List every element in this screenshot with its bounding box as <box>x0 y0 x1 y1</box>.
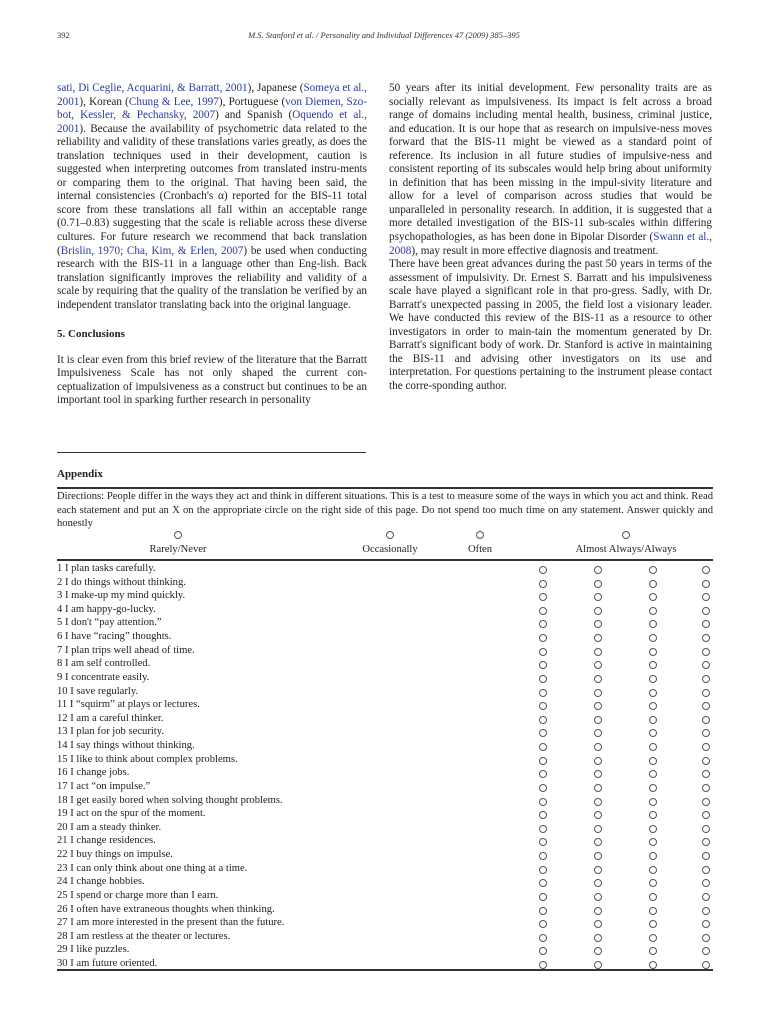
response-circle[interactable] <box>594 866 602 874</box>
response-circle[interactable] <box>649 920 657 928</box>
left-column <box>57 82 367 408</box>
response-circle[interactable] <box>594 947 602 955</box>
response-circle[interactable] <box>702 566 710 574</box>
response-circle[interactable] <box>539 743 547 751</box>
response-circle[interactable] <box>594 634 602 642</box>
questionnaire-item: 1 I plan tasks carefully. <box>57 563 156 574</box>
response-circle[interactable] <box>649 702 657 710</box>
citation-link[interactable]: Oquendo et al., 2001 <box>57 109 367 135</box>
response-circle[interactable] <box>539 607 547 615</box>
response-circle[interactable] <box>539 634 547 642</box>
response-circle[interactable] <box>649 716 657 724</box>
table-top-rule <box>57 487 713 489</box>
questionnaire-item: 29 I like puzzles. <box>57 944 130 956</box>
response-circle[interactable] <box>649 907 657 915</box>
citation-link[interactable]: Swann et al., 2008 <box>389 231 712 257</box>
questionnaire-item: 6 I have “racing” thoughts. <box>57 631 172 643</box>
response-circle[interactable] <box>702 879 710 887</box>
table-bottom-rule <box>57 969 713 971</box>
response-circle[interactable] <box>594 689 602 697</box>
response-circle[interactable] <box>539 593 547 601</box>
response-circle[interactable] <box>649 729 657 737</box>
scale-circle <box>476 531 484 542</box>
response-circle[interactable] <box>594 852 602 860</box>
response-circle[interactable] <box>594 566 602 574</box>
response-circle[interactable] <box>702 689 710 697</box>
response-circle[interactable] <box>539 620 547 628</box>
response-circle[interactable] <box>702 811 710 819</box>
response-circle[interactable] <box>702 757 710 765</box>
response-circle[interactable] <box>649 770 657 778</box>
questionnaire-item: 7 I plan trips well ahead of time. <box>57 644 195 656</box>
paragraph <box>57 82 367 312</box>
response-circle[interactable] <box>594 757 602 765</box>
citation-link[interactable]: Someya et al., 2001 <box>57 82 367 108</box>
text-segment: ). Because the availability of psychometric data related to the reliability and validity of these translations varies greatly, as does the translation techniques used in their development, caution is suggested when interpreting outcomes from translated instru-ments or comparing them to the original. That having been said, the internal consistencies (Cronbach's α) reported for the BIS-11 total score from these translations all fall within an acceptable range (0.71–0.83) suggesting that the scale is reliable across these diverse cultures. For future research we recommend that back translation ( <box>57 122 367 257</box>
response-circle[interactable] <box>594 770 602 778</box>
response-circle[interactable] <box>539 879 547 887</box>
response-circle[interactable] <box>702 961 710 969</box>
response-circle[interactable] <box>649 838 657 846</box>
response-circle[interactable] <box>649 620 657 628</box>
column-divider <box>57 452 366 453</box>
response-circle[interactable] <box>649 607 657 615</box>
citation-link[interactable]: Chung & Lee, 1997 <box>128 95 219 108</box>
response-circle[interactable] <box>702 770 710 778</box>
response-circle[interactable] <box>702 838 710 846</box>
response-circle[interactable] <box>594 920 602 928</box>
response-circle[interactable] <box>702 920 710 928</box>
section-heading: 5. Conclusions <box>57 328 125 341</box>
response-circle[interactable] <box>594 607 602 615</box>
response-circle[interactable] <box>649 784 657 792</box>
response-circle[interactable] <box>539 838 547 846</box>
questionnaire-item: 5 I don't “pay attention.” <box>57 617 162 629</box>
questionnaire-item: 25 I spend or charge more than I earn. <box>57 889 219 901</box>
response-circle[interactable] <box>702 716 710 724</box>
questionnaire-item: 28 I am restless at the theater or lectures. <box>57 930 231 942</box>
response-circle[interactable] <box>702 729 710 737</box>
response-circle[interactable] <box>594 593 602 601</box>
questionnaire-item: 26 I often have extraneous thoughts when thinking. <box>57 903 275 915</box>
response-circle[interactable] <box>649 757 657 765</box>
response-circle[interactable] <box>594 661 602 669</box>
questionnaire-item: 12 I am a careful thinker. <box>57 712 164 724</box>
citation-link[interactable]: Brislin, 1970; Cha, Kim, & Erlen, 2007 <box>60 244 244 257</box>
response-circle[interactable] <box>594 580 602 588</box>
appendix-title: Appendix <box>57 468 103 480</box>
response-circle[interactable] <box>539 907 547 915</box>
response-circle[interactable] <box>539 798 547 806</box>
questionnaire-item: 23 I can only think about one thing at a time. <box>57 862 248 874</box>
response-circle[interactable] <box>539 947 547 955</box>
scale-label: Almost Always/Always <box>575 544 677 555</box>
response-circle[interactable] <box>539 866 547 874</box>
questionnaire-item: 22 I buy things on impulse. <box>57 849 173 861</box>
response-circle[interactable] <box>649 893 657 901</box>
citation-link[interactable]: von Diemen, Szo-bot, Kessler, & Pechansky, 2007 <box>57 95 368 122</box>
questionnaire-item: 20 I am a steady thinker. <box>57 821 162 833</box>
response-circle[interactable] <box>539 825 547 833</box>
page-number: 392 <box>57 30 70 40</box>
text-segment: ), Portuguese ( <box>218 95 286 108</box>
scale-circle <box>174 531 182 542</box>
questionnaire-item: 17 I act “on impulse.” <box>57 780 151 792</box>
questionnaire-item: 18 I get easily bored when solving thought problems. <box>57 794 283 806</box>
response-circle[interactable] <box>594 620 602 628</box>
response-circle[interactable] <box>594 784 602 792</box>
text-segment: ) be used when conducting research with the BIS-11 in a language other than Eng-lish. Back translation significantly improves the reliability and validity of a scale by requiring that the quality of the translation be verified by an independent translator translating back into the original language. <box>57 244 367 311</box>
questionnaire-item: 2 I do things without thinking. <box>57 576 186 588</box>
response-circle[interactable] <box>539 689 547 697</box>
response-circle[interactable] <box>702 675 710 683</box>
response-circle[interactable] <box>594 648 602 656</box>
response-circle[interactable] <box>594 961 602 969</box>
response-circle[interactable] <box>649 798 657 806</box>
questionnaire-item: 21 I change residences. <box>57 835 156 847</box>
response-circle[interactable] <box>539 716 547 724</box>
questionnaire-item: 15 I like to think about complex problems. <box>57 753 238 765</box>
response-circle[interactable] <box>649 634 657 642</box>
text-segment: ) and Spanish ( <box>215 109 293 122</box>
questionnaire-item: 3 I make-up my mind quickly. <box>57 590 186 602</box>
response-circle[interactable] <box>594 838 602 846</box>
response-circle[interactable] <box>702 580 710 588</box>
questionnaire-item: 10 I save regularly. <box>57 685 139 697</box>
header-rule <box>57 559 713 561</box>
response-circle[interactable] <box>702 907 710 915</box>
response-circle[interactable] <box>649 743 657 751</box>
response-circle[interactable] <box>649 852 657 860</box>
response-circle[interactable] <box>649 825 657 833</box>
scale-circle <box>622 531 630 542</box>
questionnaire-item: 8 I am self controlled. <box>57 658 151 670</box>
response-circle[interactable] <box>539 757 547 765</box>
response-circle[interactable] <box>539 920 547 928</box>
response-circle[interactable] <box>702 825 710 833</box>
citation-link[interactable]: sati, Di Ceglie, Acquarini, & Barratt, 2001 <box>57 82 248 94</box>
response-circle[interactable] <box>594 934 602 942</box>
response-circle[interactable] <box>594 907 602 915</box>
response-circle[interactable] <box>594 798 602 806</box>
response-circle[interactable] <box>594 702 602 710</box>
response-circle[interactable] <box>539 784 547 792</box>
response-circle[interactable] <box>702 661 710 669</box>
response-circle[interactable] <box>702 798 710 806</box>
text-segment: There have been great advances during the past 50 years in terms of the assessment of impulsivity. Dr. Ernest S. Barratt and his impulsiveness scale have played a significant role in that pro-gress. Sadly, with Dr. Barratt's unexpected passing in 2005, the field lost a visionary leader. We have conducted this review of the BIS-11 as a resource to other investigators in order to main-tain the momentum generated by Dr. Barratt's significant body of work. Dr. Stanford is active in maintaining the BIS-11 and advising other investigators on its use and interpretation. For questions pertaining to the instrument please contact the corre-sponding author. <box>389 258 712 393</box>
questionnaire-item: 14 I say things without thinking. <box>57 740 195 752</box>
response-circle[interactable] <box>539 852 547 860</box>
right-column <box>389 82 712 394</box>
response-circle[interactable] <box>594 716 602 724</box>
response-circle[interactable] <box>539 811 547 819</box>
response-circle[interactable] <box>649 866 657 874</box>
response-circle[interactable] <box>539 675 547 683</box>
response-circle[interactable] <box>539 648 547 656</box>
response-circle[interactable] <box>594 675 602 683</box>
response-circle[interactable] <box>649 947 657 955</box>
response-circle[interactable] <box>539 934 547 942</box>
scale-label: Occasionally <box>362 544 418 555</box>
text-segment: ), Japanese ( <box>247 82 304 94</box>
questionnaire-item: 11 I “squirm” at plays or lectures. <box>57 699 200 711</box>
response-circle[interactable] <box>539 893 547 901</box>
response-circle[interactable] <box>594 893 602 901</box>
response-circle[interactable] <box>702 593 710 601</box>
questionnaire-item: 30 I am future oriented. <box>57 957 158 969</box>
response-circle[interactable] <box>649 580 657 588</box>
response-circle[interactable] <box>649 566 657 574</box>
running-head: M.S. Stanford et al. / Personality and Individual Differences 47 (2009) 385–395 <box>248 30 520 40</box>
text-segment: ), may result in more effective diagnosis and treatment. <box>411 244 659 257</box>
paragraph <box>389 258 712 393</box>
text-segment: 50 years after its initial development. Few personality traits are as socially relevant as impulsiveness. Its impact is felt across a broad range of domains including mental health, business, criminal justice, and education. It is our hope that as research on impulsive-ness moves forward that the BIS-11 might be viewed as a standard point of reference. Its inclusion in all future studies of impulsive-ness and consistent reporting of its subscales would help bring about uniformity in definition that has been missing in the impul-sivity literature and allow for a level of comparison across studies that would be unparalleled in personality research. In addition, it is suggested that a more detailed investigation of the BIS-11 sub-scales within differing psychopathologies, as has been done in Bipolar Disorder ( <box>389 82 712 244</box>
text-segment: It is clear even from this brief review of the literature that the Barratt Impulsiveness Scale has not only shaped the current con-ceptualization of impulsiveness as a construct but continues to be an important tool in sparking further research in personality <box>57 353 367 407</box>
response-circle[interactable] <box>539 770 547 778</box>
scale-circle <box>386 531 394 542</box>
response-circle[interactable] <box>702 743 710 751</box>
questionnaire-item: 4 I am happy-go-lucky. <box>57 603 156 615</box>
questionnaire-item: 16 I change jobs. <box>57 767 130 779</box>
response-circle[interactable] <box>594 729 602 737</box>
response-circle[interactable] <box>702 852 710 860</box>
questionnaire-item: 19 I act on the spur of the moment. <box>57 808 206 820</box>
response-circle[interactable] <box>702 947 710 955</box>
response-circle[interactable] <box>702 784 710 792</box>
response-circle[interactable] <box>702 893 710 901</box>
questionnaire-item: 13 I plan for job security. <box>57 726 164 738</box>
response-circle[interactable] <box>649 661 657 669</box>
response-circle[interactable] <box>649 811 657 819</box>
response-circle[interactable] <box>649 961 657 969</box>
response-circle[interactable] <box>539 661 547 669</box>
response-circle[interactable] <box>649 689 657 697</box>
response-circle[interactable] <box>594 743 602 751</box>
response-circle[interactable] <box>649 648 657 656</box>
response-circle[interactable] <box>702 634 710 642</box>
questionnaire-item: 27 I am more interested in the present than the future. <box>57 917 285 929</box>
response-circle[interactable] <box>539 702 547 710</box>
response-circle[interactable] <box>539 580 547 588</box>
response-circle[interactable] <box>702 702 710 710</box>
questionnaire-item: 9 I concentrate easily. <box>57 671 150 683</box>
response-circle[interactable] <box>594 811 602 819</box>
response-circle[interactable] <box>594 825 602 833</box>
scale-label: Rarely/Never <box>149 544 207 555</box>
response-circle[interactable] <box>702 648 710 656</box>
paragraph <box>57 354 367 408</box>
paragraph <box>389 82 712 258</box>
response-circle[interactable] <box>539 729 547 737</box>
response-circle[interactable] <box>649 675 657 683</box>
response-circle[interactable] <box>649 934 657 942</box>
response-circle[interactable] <box>539 566 547 574</box>
response-circle[interactable] <box>702 607 710 615</box>
response-circle[interactable] <box>539 961 547 969</box>
response-circle[interactable] <box>594 879 602 887</box>
response-circle[interactable] <box>649 879 657 887</box>
text-segment: ), Korean ( <box>79 95 129 108</box>
directions: Directions: People differ in the ways they act and think in different situations. This is a test to measure some of the ways in which you act and think. Read each statement and put an X on the appropriate circle on the right side of this page. Do not spend too much time on any statement. Answer quickly and honestly <box>57 491 713 530</box>
questionnaire-item: 24 I change hobbies. <box>57 876 145 888</box>
response-circle[interactable] <box>649 593 657 601</box>
response-circle[interactable] <box>702 934 710 942</box>
scale-label: Often <box>467 544 493 555</box>
response-circle[interactable] <box>702 620 710 628</box>
response-circle[interactable] <box>702 866 710 874</box>
